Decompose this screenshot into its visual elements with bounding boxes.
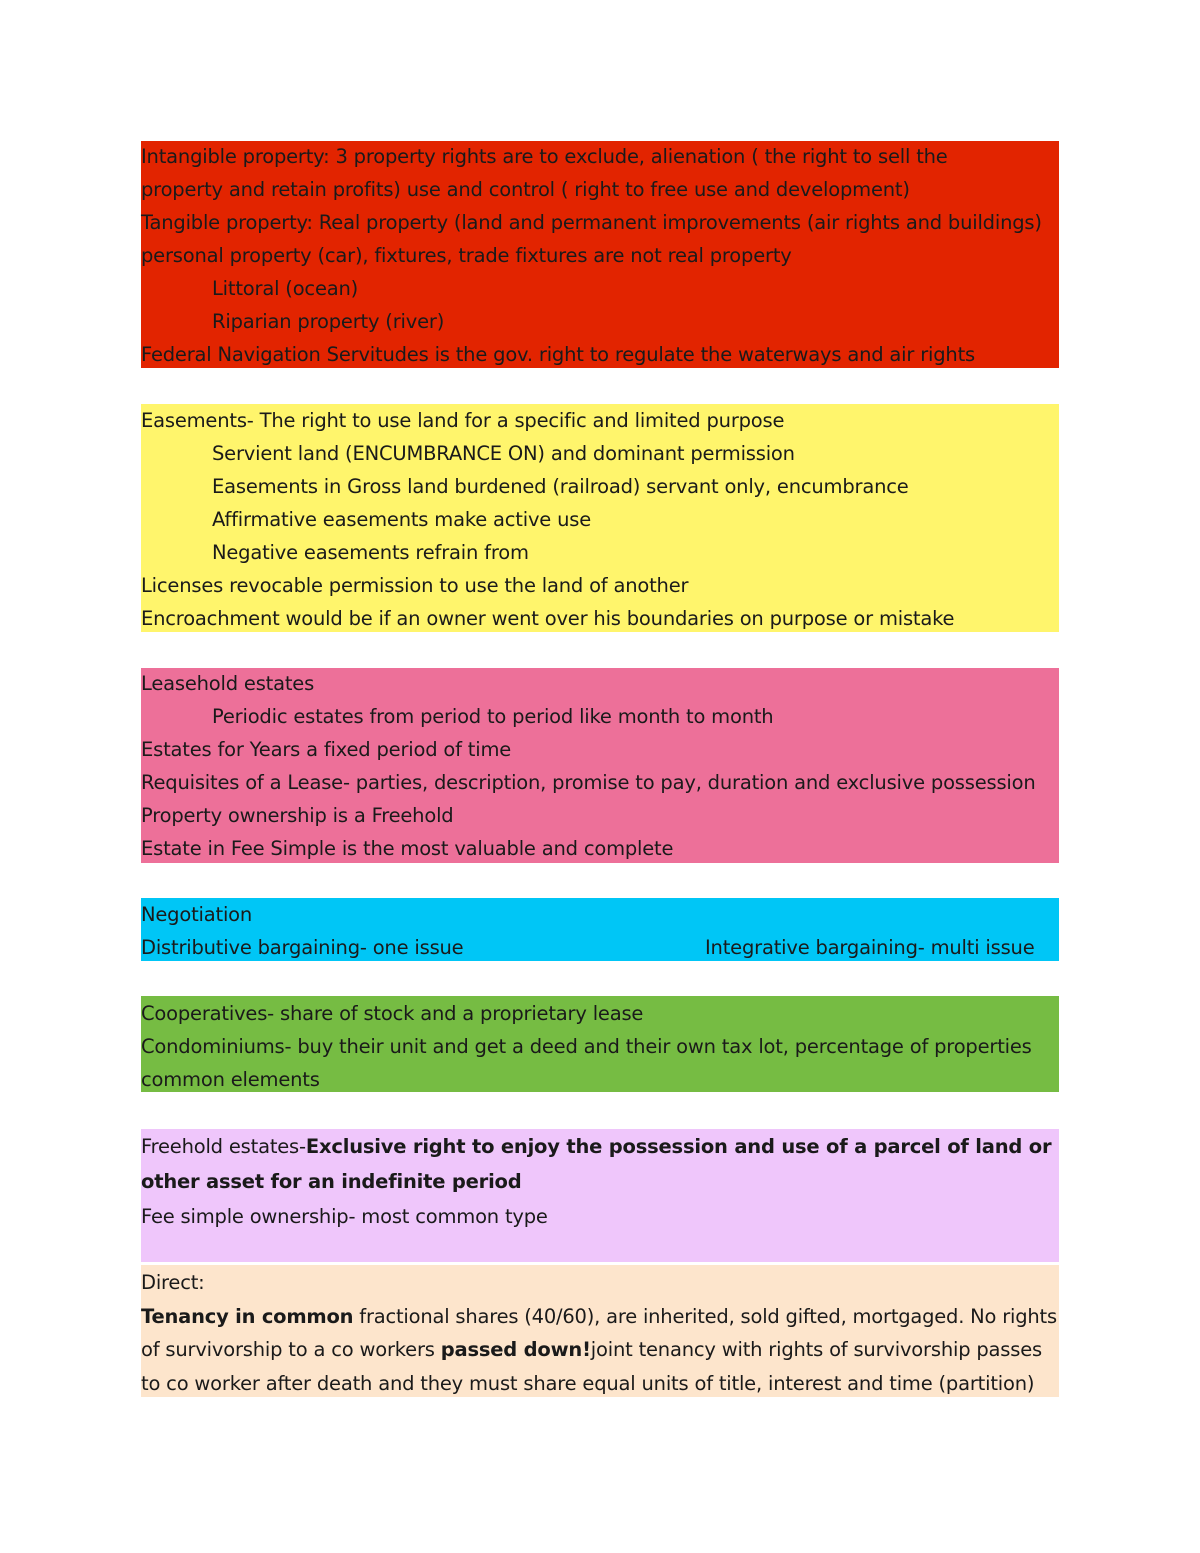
freehold-label: Freehold estates- bbox=[141, 1135, 306, 1158]
freehold-definition-cont: other asset for an indefinite period bbox=[141, 1170, 522, 1193]
leasehold-line: Estate in Fee Simple is the most valuable and complete bbox=[141, 837, 674, 860]
easements-line-indented: Negative easements refrain from bbox=[212, 541, 529, 564]
distributive-bargaining: Distributive bargaining- one issue bbox=[141, 936, 464, 959]
leasehold-line: Requisites of a Lease- parties, description, promise to pay, duration and exclusive possession bbox=[141, 771, 1036, 794]
leasehold-block bbox=[141, 668, 1059, 863]
easements-line: Licenses revocable permission to use the land of another bbox=[141, 574, 689, 597]
freehold-line: Fee simple ownership- most common type bbox=[141, 1205, 548, 1228]
property-line-indented: Riparian property (river) bbox=[212, 310, 445, 333]
direct-line: to co worker after death and they must share equal units of title, interest and time (partition) bbox=[141, 1372, 1035, 1395]
integrative-bargaining: Integrative bargaining- multi issue bbox=[705, 936, 1035, 959]
easements-line-indented: Servient land (ENCUMBRANCE ON) and dominant permission bbox=[212, 442, 795, 465]
leasehold-line: Leasehold estates bbox=[141, 672, 315, 695]
freehold-definition: Exclusive right to enjoy the possession and use of a parcel of land or bbox=[305, 1135, 1052, 1158]
direct-text: fractional shares (40/60), are inherited, sold gifted, mortgaged. No rights bbox=[353, 1305, 1057, 1328]
easements-line: Encroachment would be if an owner went over his boundaries on purpose or mistake bbox=[141, 607, 955, 630]
leasehold-line: Estates for Years a fixed period of time bbox=[141, 738, 512, 761]
easements-line-indented: Easements in Gross land burdened (railroad) servant only, encumbrance bbox=[212, 475, 909, 498]
easements-line-indented: Affirmative easements make active use bbox=[212, 508, 591, 531]
property-block bbox=[141, 141, 1059, 368]
property-line: Federal Navigation Servitudes is the gov. right to regulate the waterways and air rights bbox=[141, 343, 975, 366]
freehold-block bbox=[141, 1129, 1059, 1262]
cooperatives-block bbox=[141, 996, 1059, 1092]
direct-line bbox=[141, 1307, 1057, 1327]
negotiation-title: Negotiation bbox=[141, 903, 253, 926]
property-line: property and retain profits) use and control ( right to free use and development) bbox=[141, 178, 910, 201]
direct-text: of survivorship to a co workers bbox=[141, 1338, 441, 1361]
direct-text: joint tenancy with rights of survivorship passes bbox=[590, 1338, 1042, 1361]
direct-block bbox=[141, 1265, 1059, 1397]
easements-block bbox=[141, 404, 1059, 632]
cooperatives-line: Condominiums- buy their unit and get a deed and their own tax lot, percentage of properties bbox=[141, 1035, 1032, 1058]
direct-line bbox=[141, 1340, 1042, 1360]
leasehold-line: Property ownership is a Freehold bbox=[141, 804, 454, 827]
property-line: personal property (car), fixtures, trade fixtures are not real property bbox=[141, 244, 792, 267]
cooperatives-line: Cooperatives- share of stock and a proprietary lease bbox=[141, 1002, 644, 1025]
leasehold-line-indented: Periodic estates from period to period like month to month bbox=[212, 705, 774, 728]
freehold-line bbox=[141, 1137, 1051, 1157]
tenancy-in-common: Tenancy in common bbox=[141, 1305, 354, 1328]
direct-title: Direct: bbox=[141, 1271, 205, 1294]
property-line: Intangible property: 3 property rights are to exclude, alienation ( the right to sell the bbox=[141, 145, 948, 168]
cooperatives-line: common elements bbox=[141, 1068, 320, 1091]
passed-down: passed down! bbox=[440, 1338, 591, 1361]
easements-line: Easements- The right to use land for a specific and limited purpose bbox=[141, 409, 785, 432]
negotiation-block bbox=[141, 898, 1059, 961]
property-line-indented: Littoral (ocean) bbox=[212, 277, 359, 300]
property-line: Tangible property: Real property (land and permanent improvements (air rights and buildings) bbox=[141, 211, 1042, 234]
